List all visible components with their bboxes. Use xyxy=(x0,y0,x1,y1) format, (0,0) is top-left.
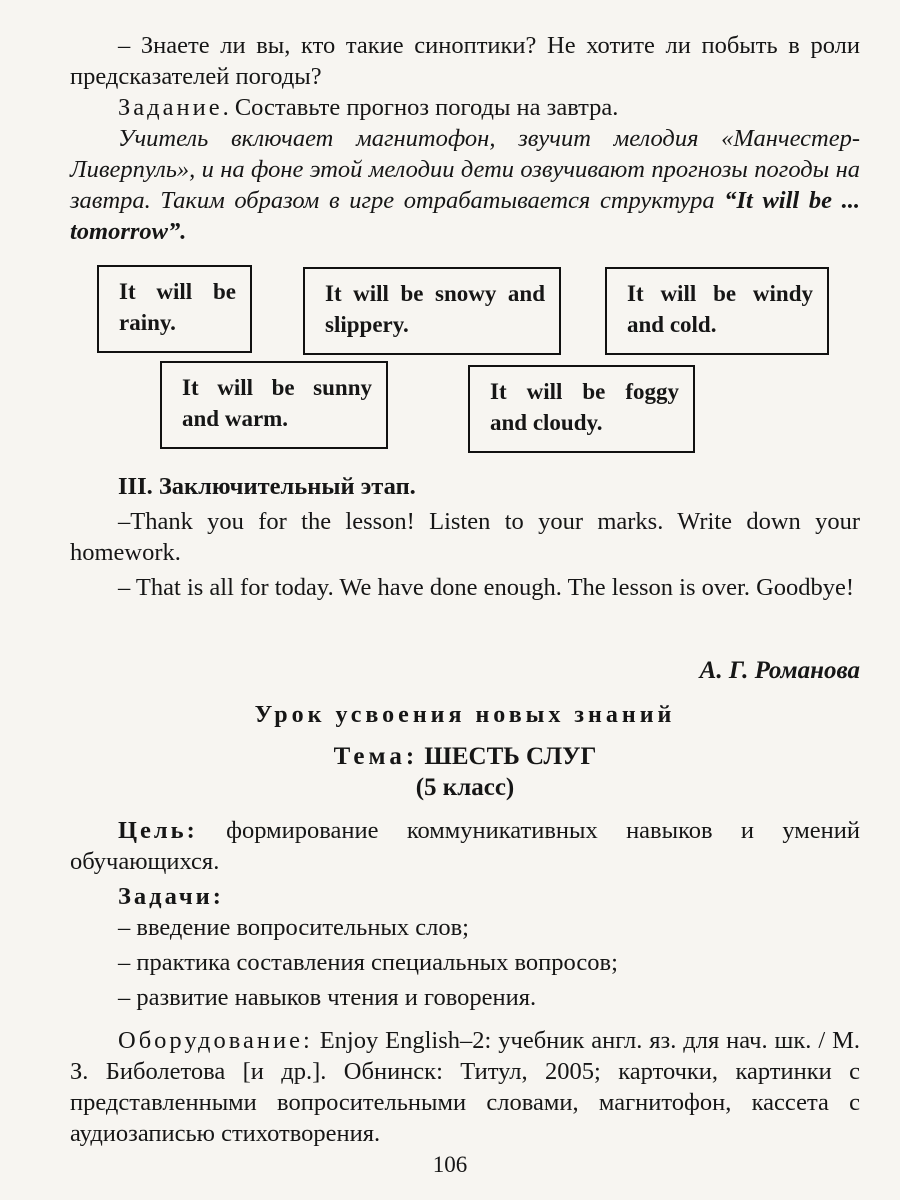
task-item-1: – введение вопросительных слов; xyxy=(118,914,469,941)
lesson-theme xyxy=(70,741,860,772)
instruction-text: Учитель включает магнитофон, звучит мелодия «Манчестер-Ливерпуль», и на фоне этой мелодии дети озвучивают прогнозы погоды на завтра. Таким образом в игре отрабатывается структура xyxy=(70,125,860,214)
document-page xyxy=(70,30,860,1149)
lesson-type-heading: Урок усвоения новых знаний xyxy=(254,702,676,728)
theme-label: Тема: xyxy=(333,743,419,770)
task-item-2: – практика составления специальных вопросов; xyxy=(118,949,618,976)
task-paragraph xyxy=(70,92,860,123)
equipment-label: Оборудование: xyxy=(118,1027,313,1054)
intro-question: – Знаете ли вы, кто такие синоптики? Не хотите ли побыть в роли предсказателей погоды? xyxy=(70,32,860,90)
task-text: . Составьте прогноз погоды на завтра. xyxy=(222,94,619,121)
card-rainy: It will be rainy. xyxy=(97,265,252,353)
tasks-label: Задачи: xyxy=(118,883,224,910)
author-name: А. Г. Романова xyxy=(699,657,860,684)
card-foggy: It will be foggy and cloudy. xyxy=(468,365,695,453)
card-snowy: It will be snowy and slippery. xyxy=(303,267,561,355)
goal-text: формирование коммуникативных навыков и умений обучающихся. xyxy=(70,817,860,875)
lesson-grade: (5 класс) xyxy=(415,774,515,801)
weather-cards xyxy=(70,259,860,469)
equipment-text: Enjoy English–2: учебник англ. яз. для нач. шк. / М. З. Биболетова [и др.]. Обнинск: Титул, 2005; карточки, картинки с представленными вопросительными словами, магнитофон, кассета с аудиозаписью стихотворения. xyxy=(70,1027,860,1147)
structure-phrase: “It will be ... tomorrow”. xyxy=(70,187,860,245)
goal-label: Цель: xyxy=(118,817,198,844)
task-item-3: – развитие навыков чтения и говорения. xyxy=(118,984,537,1011)
task-label: Задание xyxy=(118,94,223,121)
goal-paragraph xyxy=(70,815,860,877)
final-line-1: –Thank you for the lesson! Listen to your marks. Write down your homework. xyxy=(70,508,860,566)
teacher-instruction xyxy=(70,123,860,247)
card-windy: It will be windy and cold. xyxy=(605,267,829,355)
page-number: 106 xyxy=(432,1152,468,1177)
final-line-2: – That is all for today. We have done enough. The lesson is over. Goodbye! xyxy=(118,574,855,601)
equipment-paragraph xyxy=(70,1025,860,1149)
theme-value: ШЕСТЬ СЛУГ xyxy=(418,743,597,770)
card-sunny: It will be sunny and warm. xyxy=(160,361,388,449)
final-stage-heading: III. Заключительный этап. xyxy=(118,473,416,500)
